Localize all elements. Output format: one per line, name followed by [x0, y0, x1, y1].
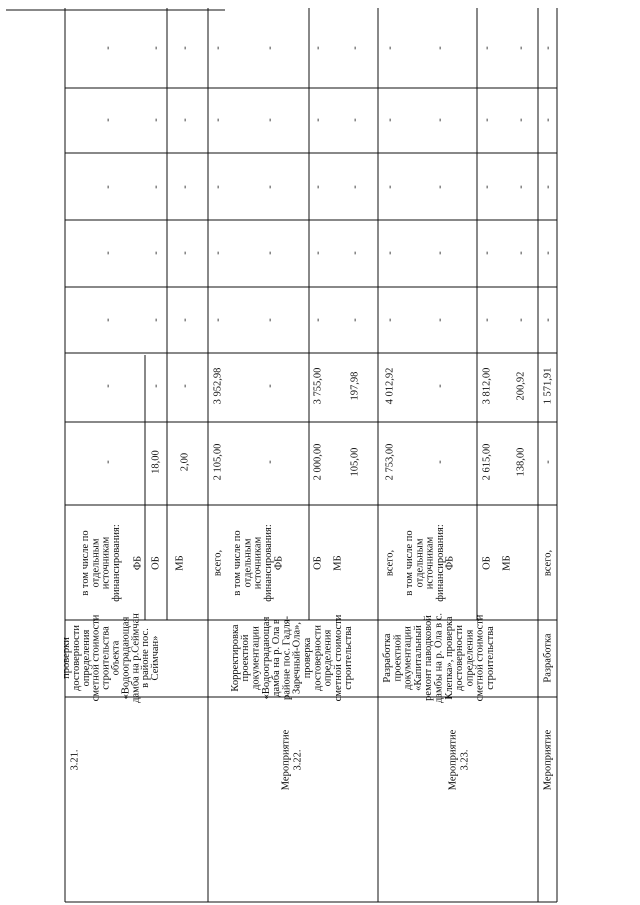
row-description-line: Корректировка — [229, 624, 241, 692]
row-description-line: проектной — [240, 634, 252, 682]
row-description-line: «Водооградающая — [260, 616, 272, 700]
row-description-line: дамба на р.Сеймчан — [130, 613, 142, 703]
row-description-line: Сеймчан» — [150, 635, 162, 681]
ob-value: 3 812,00 — [481, 367, 493, 405]
row-description-line: дамба на р. Ола в — [271, 619, 283, 697]
row-description-line: «Водооградающая — [120, 616, 132, 700]
empty-cell-dash: - — [542, 118, 554, 122]
empty-cell-dash: - — [264, 251, 276, 255]
total-label: всего, — [384, 549, 396, 577]
mb-label: МБ — [332, 555, 344, 571]
empty-cell-dash: - — [312, 118, 324, 122]
empty-cell-dash: - — [481, 185, 493, 189]
fb-value: - — [102, 460, 114, 464]
row-description-line: в районе пос. — [140, 628, 152, 688]
empty-cell-dash: - — [102, 118, 114, 122]
total-value: 2 753,00 — [384, 443, 396, 481]
empty-cell-dash: - — [515, 318, 527, 322]
empty-cell-dash: - — [481, 318, 493, 322]
funding-breakdown-label-line: финансирования: — [263, 524, 275, 602]
empty-cell-dash: - — [264, 318, 276, 322]
empty-cell-dash: - — [349, 318, 361, 322]
empty-cell-dash: - — [434, 185, 446, 189]
row-description-line: документации — [402, 626, 414, 690]
empty-cell-dash: - — [481, 251, 493, 255]
fb-label: ФБ — [273, 555, 285, 571]
ob-value: - — [150, 384, 162, 388]
row-description-line: ремонт паводковой — [423, 615, 435, 701]
fb-value: - — [434, 460, 446, 464]
empty-cell-dash: - — [212, 318, 224, 322]
empty-cell-dash: - — [349, 46, 361, 50]
empty-cell-dash: - — [384, 251, 396, 255]
empty-cell-dash: - — [150, 185, 162, 189]
measure-label-line: Мероприятие — [447, 729, 459, 791]
empty-cell-dash: - — [481, 46, 493, 50]
row-description-line: проектной — [392, 634, 404, 682]
row-description-line: определения — [464, 629, 476, 687]
row-description-line: определения — [322, 629, 334, 687]
funding-breakdown-label-line: источникам — [424, 536, 436, 590]
mb-value: 197,98 — [349, 371, 361, 401]
empty-cell-dash: - — [212, 46, 224, 50]
ob-label: ОБ — [481, 556, 493, 570]
total-value: 2 105,00 — [212, 443, 224, 481]
row-description-line: сметной стоимости — [90, 614, 102, 702]
total-label: всего, — [212, 549, 224, 577]
mb-value: 138,00 — [515, 447, 527, 477]
table-text — [61, 46, 554, 791]
empty-cell-dash: - — [150, 251, 162, 255]
ob-value: 2 615,00 — [481, 443, 493, 481]
row-description-line: строительства — [343, 626, 355, 690]
ob-value: 3 755,00 — [312, 367, 324, 405]
row-description-line: строительства — [100, 626, 112, 690]
empty-cell-dash: - — [150, 118, 162, 122]
row-description-line: определения — [80, 629, 92, 687]
mb-label: МБ — [501, 555, 513, 571]
measure-label-line: Мероприятие — [280, 729, 292, 791]
empty-cell-dash: - — [384, 185, 396, 189]
mb-label: МБ — [174, 555, 186, 571]
empty-cell-dash: - — [542, 185, 554, 189]
empty-cell-dash: - — [384, 318, 396, 322]
empty-cell-dash: - — [102, 185, 114, 189]
empty-cell-dash: - — [349, 118, 361, 122]
empty-cell-dash: - — [102, 46, 114, 50]
mb-value: 200,92 — [515, 371, 527, 401]
empty-cell-dash: - — [150, 46, 162, 50]
row-description-line: Клепка», проверка — [443, 616, 455, 700]
total-value: 4 012,92 — [384, 367, 396, 405]
empty-cell-dash: - — [349, 185, 361, 189]
funding-breakdown-label-line: в том числе по — [79, 530, 91, 596]
row-description-line: достоверности — [70, 624, 82, 692]
empty-cell-dash: - — [384, 46, 396, 50]
funding-breakdown-label-line: источникам — [252, 536, 264, 590]
row-description: Разработка — [542, 633, 554, 683]
funding-breakdown-label-line: финансирования: — [435, 524, 447, 602]
empty-cell-dash: - — [312, 318, 324, 322]
empty-cell-dash: - — [264, 46, 276, 50]
row-description-line: «Капитальный — [412, 625, 424, 691]
empty-cell-dash: - — [542, 46, 554, 50]
empty-cell-dash: - — [212, 251, 224, 255]
empty-cell-dash: - — [150, 318, 162, 322]
empty-cell-dash: - — [515, 118, 527, 122]
empty-cell-dash: - — [179, 251, 191, 255]
row-description-line: сметной стоимости — [332, 614, 344, 702]
row-number: 3.21. — [69, 749, 81, 771]
row-description-line: проверки — [60, 637, 72, 679]
empty-cell-dash: - — [264, 118, 276, 122]
empty-cell-dash: - — [312, 46, 324, 50]
funding-breakdown-label-line: отдельным — [90, 538, 102, 588]
funding-breakdown-label-line: отдельным — [414, 538, 426, 588]
empty-cell-dash: - — [212, 185, 224, 189]
fb-value: - — [434, 384, 446, 388]
empty-cell-dash: - — [515, 46, 527, 50]
row-description-line: районе пос. Гадля- — [281, 615, 293, 701]
empty-cell-dash: - — [434, 318, 446, 322]
empty-cell-dash: - — [349, 251, 361, 255]
measure-label-line: 3.23. — [459, 749, 471, 771]
funding-breakdown-label-line: финансирования: — [111, 524, 123, 602]
empty-cell-dash: - — [312, 251, 324, 255]
empty-cell-dash: - — [515, 251, 527, 255]
empty-cell-dash: - — [434, 118, 446, 122]
empty-cell-dash: - — [102, 251, 114, 255]
funding-breakdown-label-line: отдельным — [242, 538, 254, 588]
row-description-line: сметной стоимости — [474, 614, 486, 702]
fb-value: - — [264, 384, 276, 388]
empty-cell-dash: - — [179, 185, 191, 189]
row-description-line: документации — [250, 626, 262, 690]
row-description-line: проверка — [301, 637, 313, 679]
empty-cell-dash: - — [542, 251, 554, 255]
row-description-line: строительства — [485, 626, 496, 690]
fb-value: - — [264, 460, 276, 464]
empty-cell-dash: - — [179, 118, 191, 122]
empty-cell-dash: - — [212, 118, 224, 122]
fb-label: ФБ — [444, 555, 456, 571]
total-value: - — [542, 460, 554, 464]
row-description-line: достоверности — [312, 624, 324, 692]
row-description-line: Заречный-Ола», — [291, 622, 303, 694]
ob-value: 18,00 — [150, 450, 162, 474]
empty-cell-dash: - — [434, 251, 446, 255]
funding-breakdown-label-line: источникам — [100, 536, 112, 590]
ob-label: ОБ — [150, 556, 162, 570]
empty-cell-dash: - — [542, 318, 554, 322]
measure-label-line: 3.22. — [292, 749, 304, 771]
empty-cell-dash: - — [481, 118, 493, 122]
empty-cell-dash: - — [384, 118, 396, 122]
row-description-line: дамбы на р. Ола в с. — [433, 612, 445, 704]
row-description-line: Разработка — [382, 633, 393, 683]
empty-cell-dash: - — [312, 185, 324, 189]
row-description-line: достоверности — [454, 624, 466, 692]
fb-label: ФБ — [132, 555, 144, 571]
row-description-line: объекта — [110, 640, 122, 676]
funding-breakdown-label-line: в том числе по — [403, 530, 415, 596]
total-label: всего, — [542, 549, 554, 577]
ob-value: 2 000,00 — [312, 443, 324, 481]
total-value: 3 952,98 — [212, 367, 224, 405]
mb-value: 2,00 — [179, 452, 191, 472]
empty-cell-dash: - — [434, 46, 446, 50]
empty-cell-dash: - — [102, 318, 114, 322]
total-value: 1 571,91 — [542, 367, 554, 405]
empty-cell-dash: - — [179, 46, 191, 50]
empty-cell-dash: - — [515, 185, 527, 189]
empty-cell-dash: - — [179, 318, 191, 322]
mb-value: - — [179, 384, 191, 388]
mb-value: 105,00 — [349, 447, 361, 477]
empty-cell-dash: - — [264, 185, 276, 189]
measure-label: Мероприятие — [542, 729, 554, 791]
funding-breakdown-label-line: в том числе по — [231, 530, 243, 596]
ob-label: ОБ — [312, 556, 324, 570]
fb-value: - — [102, 384, 114, 388]
